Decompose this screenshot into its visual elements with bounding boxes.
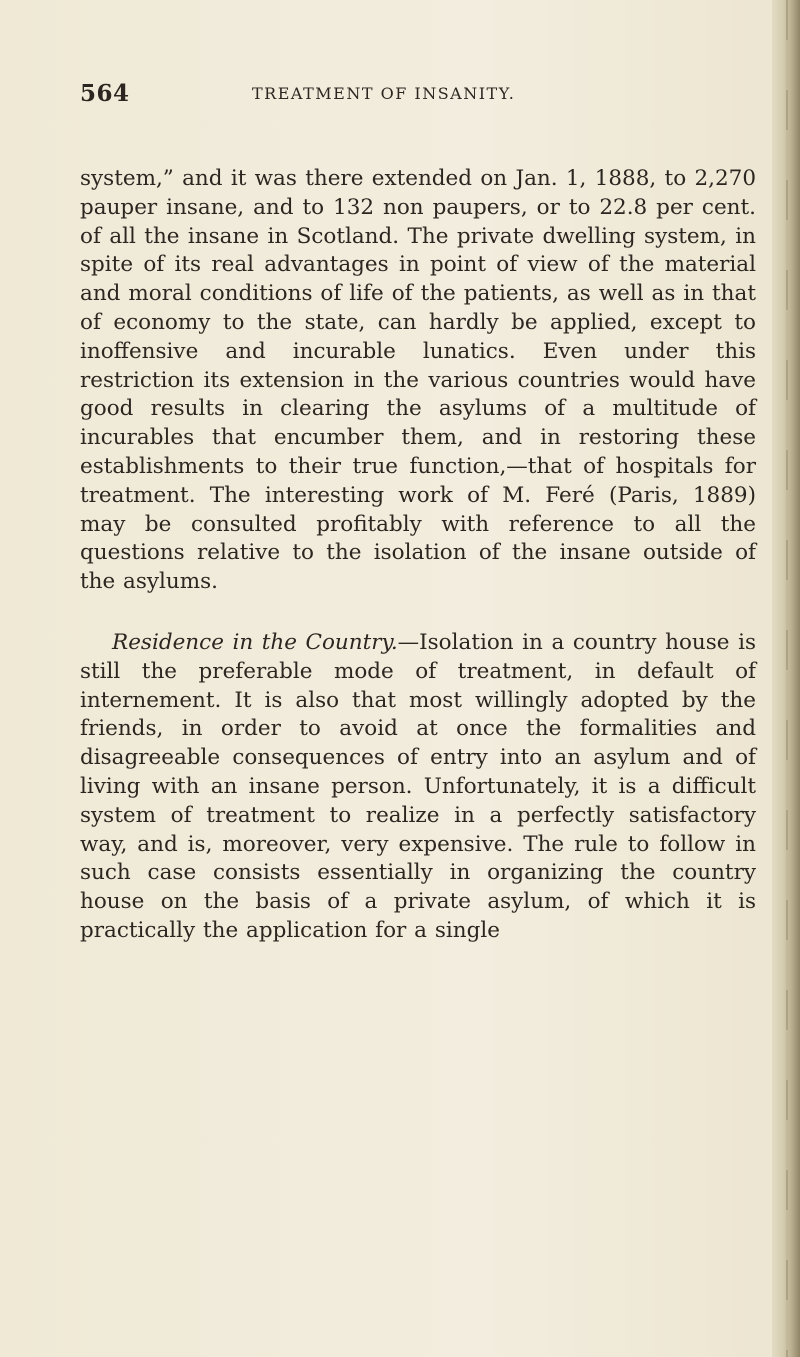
paragraph-text: system,” and it was there extended on Jan. 1, 1888, to 2,270 pauper insane, and to 132 non paupers, or to 22.8 per cent. of all the insane in Scotland. The private dwelling system, in spite of its real advantages in point of view of the material and moral conditions of life of the patients, as well as in that of economy to the state, can hardly be applied, except to inoffensive and incurable lunatics. Even under this restriction its extension in the various countries would have good results in clearing the asylums of a multitude of incurables that encumber them, and in restoring these establishments to their true function,—that of hospitals for treatment. The interesting work of M. Feré (Paris, 1889) may be consulted profitably with reference to all the questions relative to the isolation of the insane outside of the asylums. xyxy=(80,166,756,595)
body-text xyxy=(80,165,756,946)
page-header xyxy=(80,80,760,120)
running-head: TREATMENT OF INSANITY. xyxy=(252,84,516,103)
paragraph-private-dwelling-system xyxy=(80,165,756,597)
paragraph-residence-in-country xyxy=(80,629,756,946)
page-number: 564 xyxy=(80,80,130,107)
paragraph-text: —Isolation in a country house is still the preferable mode of treatment, in default of internement. It is also that most willingly adopted by the friends, in order to avoid at once the formalities and disagreeable consequences of entry into an asylum and of living with an insane person. Unfortunately, it is a difficult system of treatment to realize in a perfectly satisfactory way, and is, moreover, very expensive. The rule to follow in such case consists essentially in organizing the country house on the basis of a private asylum, of which it is practically the application for a single xyxy=(80,629,756,943)
section-title: Residence in the Country. xyxy=(112,629,398,655)
page-edge-shadow xyxy=(772,0,800,1357)
